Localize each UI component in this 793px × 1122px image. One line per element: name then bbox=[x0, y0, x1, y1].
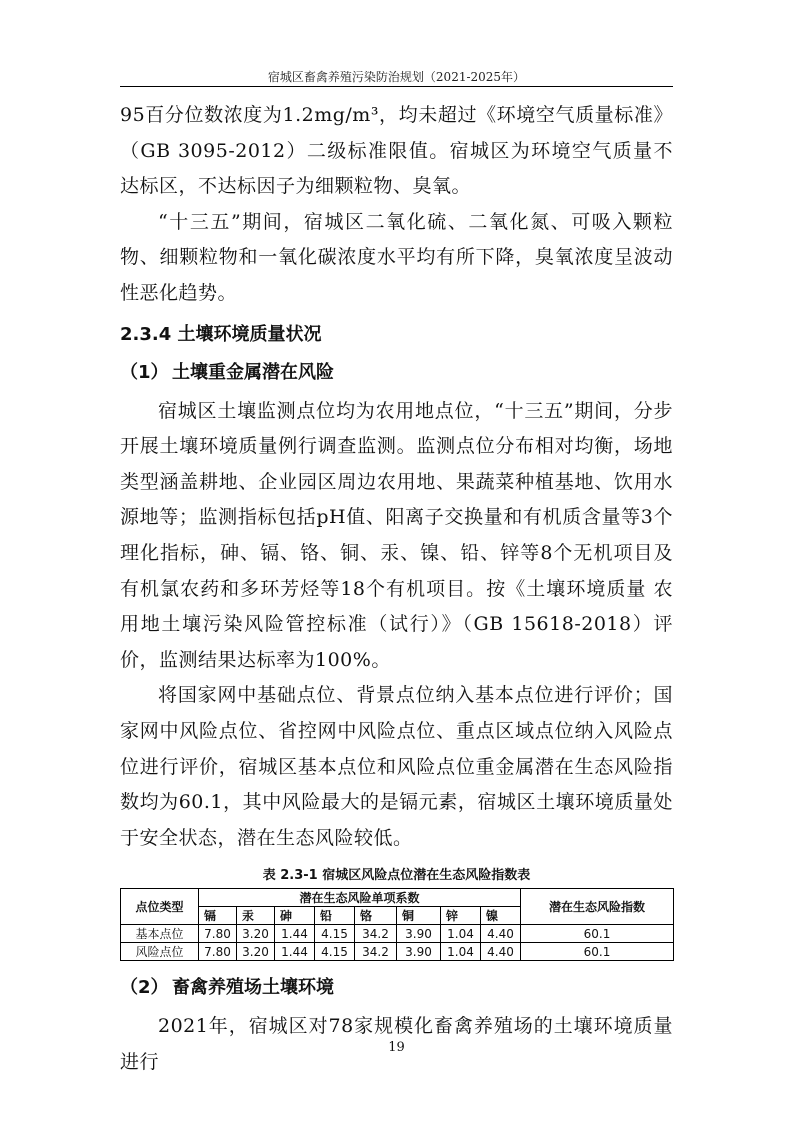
header-element: 铬 bbox=[355, 907, 397, 925]
subsection-number: （1） bbox=[120, 361, 169, 383]
subsection-heading-2 bbox=[120, 971, 673, 1005]
cell-point-type: 基本点位 bbox=[121, 925, 199, 943]
cell-risk-index: 60.1 bbox=[521, 925, 674, 943]
header-element: 汞 bbox=[237, 907, 275, 925]
header-element: 镉 bbox=[199, 907, 237, 925]
cell-value: 3.90 bbox=[397, 943, 441, 961]
page-number: 19 bbox=[388, 1040, 405, 1055]
subsection-title: 土壤重金属潜在风险 bbox=[172, 361, 334, 383]
cell-value: 3.90 bbox=[397, 925, 441, 943]
header-element: 铜 bbox=[397, 907, 441, 925]
table-row bbox=[121, 925, 674, 943]
cell-value: 34.2 bbox=[355, 943, 397, 961]
header-element: 镍 bbox=[481, 907, 521, 925]
cell-value: 4.40 bbox=[481, 943, 521, 961]
cell-point-type: 风险点位 bbox=[121, 943, 199, 961]
cell-value: 1.44 bbox=[275, 943, 315, 961]
header-element: 铅 bbox=[315, 907, 355, 925]
header-element: 砷 bbox=[275, 907, 315, 925]
cell-value: 1.04 bbox=[441, 943, 481, 961]
paragraph-risk-evaluation: 将国家网中基础点位、背景点位纳入基本点位进行评价；国家网中风险点位、省控网中风险点位、重点区域点位纳入风险点位进行评价，宿城区基本点位和风险点位重金属潜在生态风险指数均为60.1，其中风险最大的是镉元素，宿城区土壤环境质量处于安全状态，潜在生态风险较低。 bbox=[120, 684, 673, 849]
header-element: 锌 bbox=[441, 907, 481, 925]
cell-value: 7.80 bbox=[199, 925, 237, 943]
header-point-type: 点位类型 bbox=[121, 889, 199, 925]
section-heading: 2.3.4 土壤环境质量状况 bbox=[120, 323, 322, 345]
subsection-number: （2） bbox=[120, 977, 169, 999]
paragraph-13th-fyp-air: “十三五”期间，宿城区二氧化硫、二氧化氮、可吸入颗粒物、细颗粒物和一氧化碳浓度水平均有所下降，臭氧浓度呈波动性恶化趋势。 bbox=[120, 210, 673, 304]
cell-value: 1.04 bbox=[441, 925, 481, 943]
cell-value: 1.44 bbox=[275, 925, 315, 943]
cell-value: 4.15 bbox=[315, 925, 355, 943]
cell-value: 4.40 bbox=[481, 925, 521, 943]
paragraph-soil-monitoring: 宿城区土壤监测点位均为农用地点位，“十三五”期间，分步开展土壤环境质量例行调查监测。监测点位分布相对均衡，场地类型涵盖耕地、企业园区周边农用地、果蔬菜种植基地、饮用水源地等；监测指标包括pH值、阳离子交换量和有机质含量等3个理化指标，砷、镉、铬、铜、汞、镍、铅、锌等8个无机项目及有机氯农药和多环芳烃等18个有机项目。按《土壤环境质量 农用地土壤污染风险管控标准（试行）》（GB 15618-2018）评价，监测结果达标率为100%。 bbox=[120, 399, 673, 671]
subsection-heading-1 bbox=[120, 356, 673, 390]
risk-index-table bbox=[120, 888, 674, 961]
header-divider bbox=[120, 86, 673, 87]
cell-value: 7.80 bbox=[199, 943, 237, 961]
cell-risk-index: 60.1 bbox=[521, 943, 674, 961]
running-header: 宿城区畜禽养殖污染防治规划（2021-2025年） bbox=[267, 70, 526, 84]
table-row bbox=[121, 943, 674, 961]
cell-value: 3.20 bbox=[237, 943, 275, 961]
cell-value: 34.2 bbox=[355, 925, 397, 943]
header-risk-index: 潜在生态风险指数 bbox=[521, 889, 674, 925]
cell-value: 4.15 bbox=[315, 943, 355, 961]
cell-value: 3.20 bbox=[237, 925, 275, 943]
table-caption: 表 2.3-1 宿城区风险点位潜在生态风险指数表 bbox=[262, 868, 531, 884]
paragraph-livestock-soil: 2021年，宿城区对78家规模化畜禽养殖场的土壤环境质量进行 bbox=[120, 1015, 673, 1073]
subsection-title: 畜禽养殖场土壤环境 bbox=[172, 977, 334, 999]
header-coefficient-group: 潜在生态风险单项系数 bbox=[199, 889, 521, 907]
document-body bbox=[120, 98, 673, 1080]
paragraph-air-quality: 95百分位数浓度为1.2mg/m³，均未超过《环境空气质量标准》（GB 3095-2012）二级标准限值。宿城区为环境空气质量不达标区，不达标因子为细颗粒物、臭氧。 bbox=[120, 104, 673, 198]
